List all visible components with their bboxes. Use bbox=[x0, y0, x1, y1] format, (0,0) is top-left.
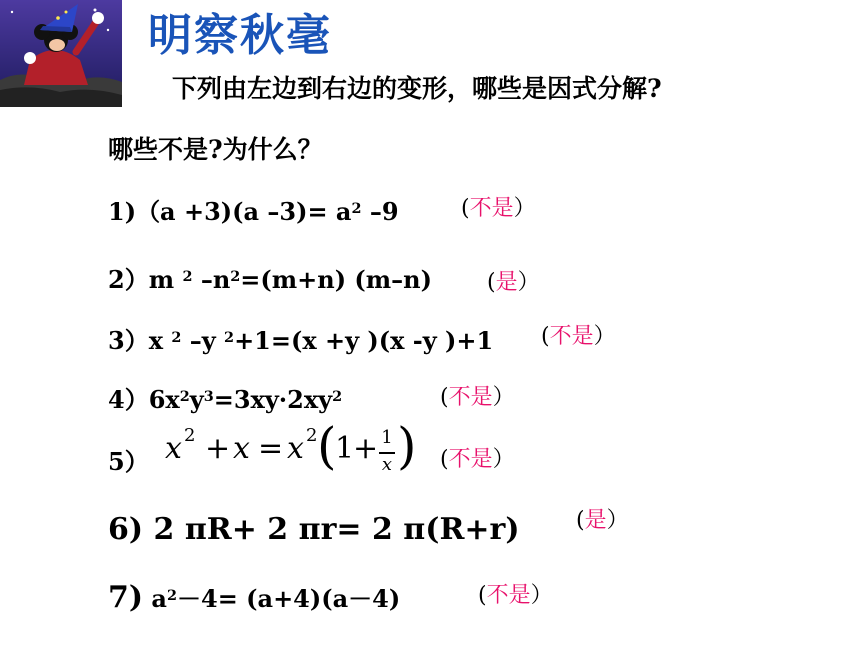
expr-part: －4= (a+4)(a－4) bbox=[177, 584, 401, 613]
item-5-label: 5） bbox=[108, 447, 149, 476]
expr-part: （a +3)(a –3)= a bbox=[136, 197, 352, 226]
exponent: 3 bbox=[203, 387, 214, 405]
expr-part: =(m+n) (m–n) bbox=[240, 265, 432, 294]
item-6 bbox=[108, 510, 520, 550]
item-label: 2） bbox=[108, 265, 149, 294]
item-2 bbox=[108, 264, 432, 296]
exponent: 2 bbox=[179, 387, 190, 405]
expr-part: –9 bbox=[361, 197, 399, 226]
expr-part: x bbox=[148, 326, 172, 355]
answer-word: 是 bbox=[495, 270, 518, 295]
answer-word: 不是 bbox=[448, 447, 493, 472]
answer-7: (不是） bbox=[478, 583, 553, 608]
answer-word: 不是 bbox=[469, 196, 514, 221]
expr-part: y bbox=[189, 385, 204, 414]
wizard-mascot-image bbox=[0, 0, 122, 107]
answer-3: (不是） bbox=[541, 324, 616, 349]
exponent: 2 bbox=[230, 267, 241, 285]
answer-word: 是 bbox=[584, 508, 607, 533]
exponent: 2 bbox=[224, 328, 235, 346]
item-label: 6) bbox=[108, 512, 144, 547]
open-paren: ( bbox=[317, 417, 337, 475]
answer-word: 不是 bbox=[549, 324, 594, 349]
fraction-denominator: x bbox=[381, 454, 393, 475]
answer-4: (不是） bbox=[440, 385, 515, 410]
exponent: 2 bbox=[182, 267, 193, 285]
expr-part: –n bbox=[192, 265, 231, 294]
answer-5: (不是） bbox=[440, 447, 515, 472]
item-3 bbox=[108, 325, 493, 357]
slide-title: 明察秋毫 bbox=[148, 10, 332, 61]
item-label: 7) bbox=[108, 580, 144, 615]
expr-part: –y bbox=[181, 326, 225, 355]
item-4 bbox=[108, 384, 342, 416]
item-7 bbox=[108, 582, 400, 615]
answer-6: (是） bbox=[576, 508, 629, 533]
item-label: 1) bbox=[108, 197, 137, 226]
answer-2: (是） bbox=[487, 270, 540, 295]
item-1 bbox=[108, 196, 399, 228]
question-line-1: 下列由左边到右边的变形，哪些是因式分解? bbox=[172, 74, 662, 103]
exponent: 2 bbox=[332, 387, 343, 405]
item-label: 4） bbox=[108, 385, 149, 414]
expr-part: 2 πR+ 2 πr= 2 π(R+r) bbox=[143, 512, 520, 547]
exponent: 2 bbox=[171, 328, 182, 346]
expr-part: a bbox=[143, 584, 167, 613]
exponent: 2 bbox=[166, 586, 177, 604]
answer-word: 不是 bbox=[486, 583, 531, 608]
fraction-numerator: 1 bbox=[381, 427, 393, 448]
question-line-2: 哪些不是?为什么？ bbox=[108, 135, 323, 164]
close-paren: ) bbox=[397, 417, 417, 475]
answer-1: (不是） bbox=[461, 196, 536, 221]
exponent: 2 bbox=[351, 199, 362, 217]
expr-part: m bbox=[148, 265, 183, 294]
item-label: 3） bbox=[108, 326, 149, 355]
expr-part: =3xy·2xy bbox=[213, 385, 333, 414]
expr-part: +1=(x +y )(x -y )+1 bbox=[234, 326, 494, 355]
answer-word: 不是 bbox=[448, 385, 493, 410]
expr-part: 6x bbox=[148, 385, 180, 414]
